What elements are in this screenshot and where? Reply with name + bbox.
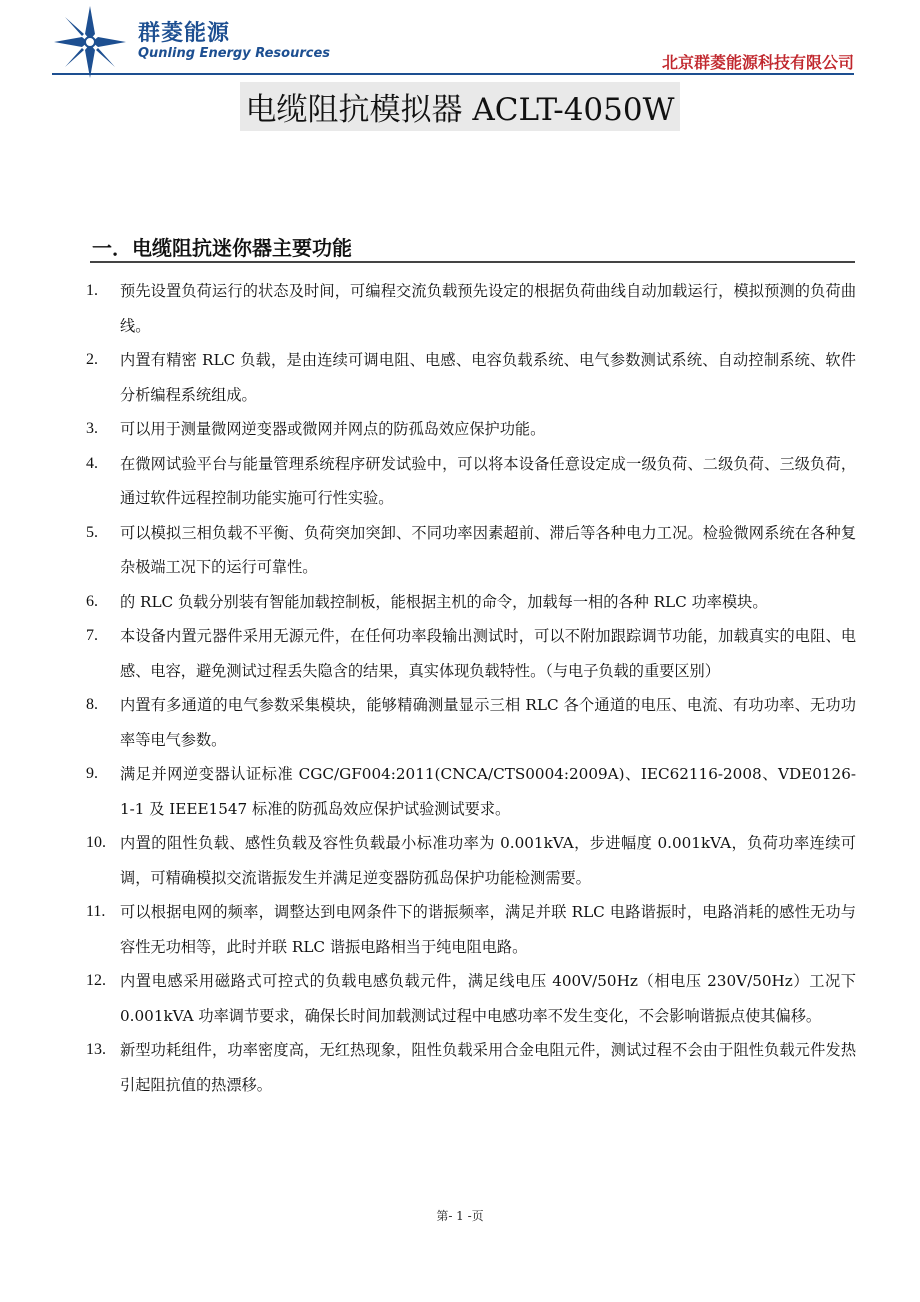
list-item xyxy=(86,447,856,516)
item-number: 12. xyxy=(86,972,106,989)
list-item xyxy=(86,274,856,343)
item-text: 新型功耗组件，功率密度高，无红热现象，阻性负载采用合金电阻元件，测试过程不会由于阻性负载元件发热引起阻抗值的热漂移。 xyxy=(120,1041,856,1094)
list-item xyxy=(86,757,856,826)
list-item xyxy=(86,826,856,895)
item-number: 6. xyxy=(86,592,98,610)
item-text: 在微网试验平台与能量管理系统程序研发试验中，可以将本设备任意设定成一级负荷、二级负荷、三级负荷，通过软件远程控制功能实施可行性实验。 xyxy=(120,454,856,507)
company-logo-icon xyxy=(52,4,128,80)
list-item xyxy=(86,619,856,688)
item-text: 内置有多通道的电气参数采集模块，能够精确测量显示三相 RLC 各个通道的电压、电流、有功功率、无功功率等电气参数。 xyxy=(120,696,856,749)
item-number: 13. xyxy=(86,1041,106,1058)
feature-list xyxy=(86,274,856,1102)
item-text: 内置有精密 RLC 负载，是由连续可调电阻、电感、电容负载系统、电气参数测试系统、自动控制系统、软件分析编程系统组成。 xyxy=(120,351,856,404)
page-header xyxy=(0,0,920,80)
item-number: 5. xyxy=(86,523,98,541)
header-divider xyxy=(52,73,854,75)
item-number: 4. xyxy=(86,454,98,472)
item-number: 7. xyxy=(86,627,98,644)
item-number: 3. xyxy=(86,420,98,437)
item-text: 预先设置负荷运行的状态及时间，可编程交流负载预先设定的根据负荷曲线自动加载运行，模拟预测的负荷曲线。 xyxy=(120,282,856,335)
item-number: 10. xyxy=(86,834,106,851)
item-text: 可以模拟三相负载不平衡、负荷突加突卸、不同功率因素超前、滞后等各种电力工况。检验微网系统在各种复杂极端工况下的运行可靠性。 xyxy=(120,523,856,576)
page-number: 第- 1 -页 xyxy=(436,1209,484,1223)
list-item xyxy=(86,1033,856,1102)
list-item xyxy=(86,516,856,585)
item-number: 1. xyxy=(86,282,98,299)
item-number: 11. xyxy=(86,903,106,920)
item-number: 2. xyxy=(86,351,98,368)
item-text: 的 RLC 负载分别装有智能加载控制板，能根据主机的命令，加载每一相的各种 RLC 功率模块。 xyxy=(120,592,768,611)
section-heading: 一．电缆阻抗迷你器主要功能 xyxy=(92,236,352,260)
section-divider xyxy=(90,261,855,263)
item-text: 本设备内置元器件采用无源元件，在任何功率段输出测试时，可以不附加跟踪调节功能，加载真实的电阻、电感、电容，避免测试过程丢失隐含的结果，真实体现负载特性。（与电子负载的重要区别） xyxy=(120,627,856,680)
document-title: 电缆阻抗模拟器 ACLT-4050W xyxy=(240,82,681,131)
brand-name-en: Qunling Energy Resources xyxy=(138,46,331,61)
list-item xyxy=(86,688,856,757)
item-number: 9. xyxy=(86,765,98,782)
list-item xyxy=(86,343,856,412)
list-item xyxy=(86,895,856,964)
item-text: 内置的阻性负载、感性负载及容性负载最小标准功率为 0.001kVA，步进幅度 0.001kVA，负荷功率连续可调，可精确模拟交流谐振发生并满足逆变器防孤岛保护功能检测需要。 xyxy=(120,834,856,887)
list-item xyxy=(86,964,856,1033)
item-number: 8. xyxy=(86,696,98,713)
item-text: 内置电感采用磁路式可控式的负载电感负载元件，满足线电压 400V/50Hz（相电压 230V/50Hz）工况下 0.001kVA 功率调节要求，确保长时间加载测试过程中电感功率不发生变化，不会影响谐振点使其偏移。 xyxy=(120,972,856,1025)
title-container xyxy=(0,82,920,131)
item-text: 可以根据电网的频率，调整达到电网条件下的谐振频率，满足并联 RLC 电路谐振时，电路消耗的感性无功与容性无功相等，此时并联 RLC 谐振电路相当于纯电阻电路。 xyxy=(120,903,856,956)
brand-name-cn: 群菱能源 xyxy=(138,21,231,46)
item-text: 满足并网逆变器认证标准 CGC/GF004:2011(CNCA/CTS0004:2009A)、IEC62116-2008、VDE0126-1-1 及 IEEE1547 标准的防孤岛效应保护试验测试要求。 xyxy=(120,765,856,818)
list-item xyxy=(86,585,856,620)
list-item xyxy=(86,412,856,447)
item-text: 可以用于测量微网逆变器或微网并网点的防孤岛效应保护功能。 xyxy=(120,420,546,438)
company-name: 北京群菱能源科技有限公司 xyxy=(661,53,854,72)
